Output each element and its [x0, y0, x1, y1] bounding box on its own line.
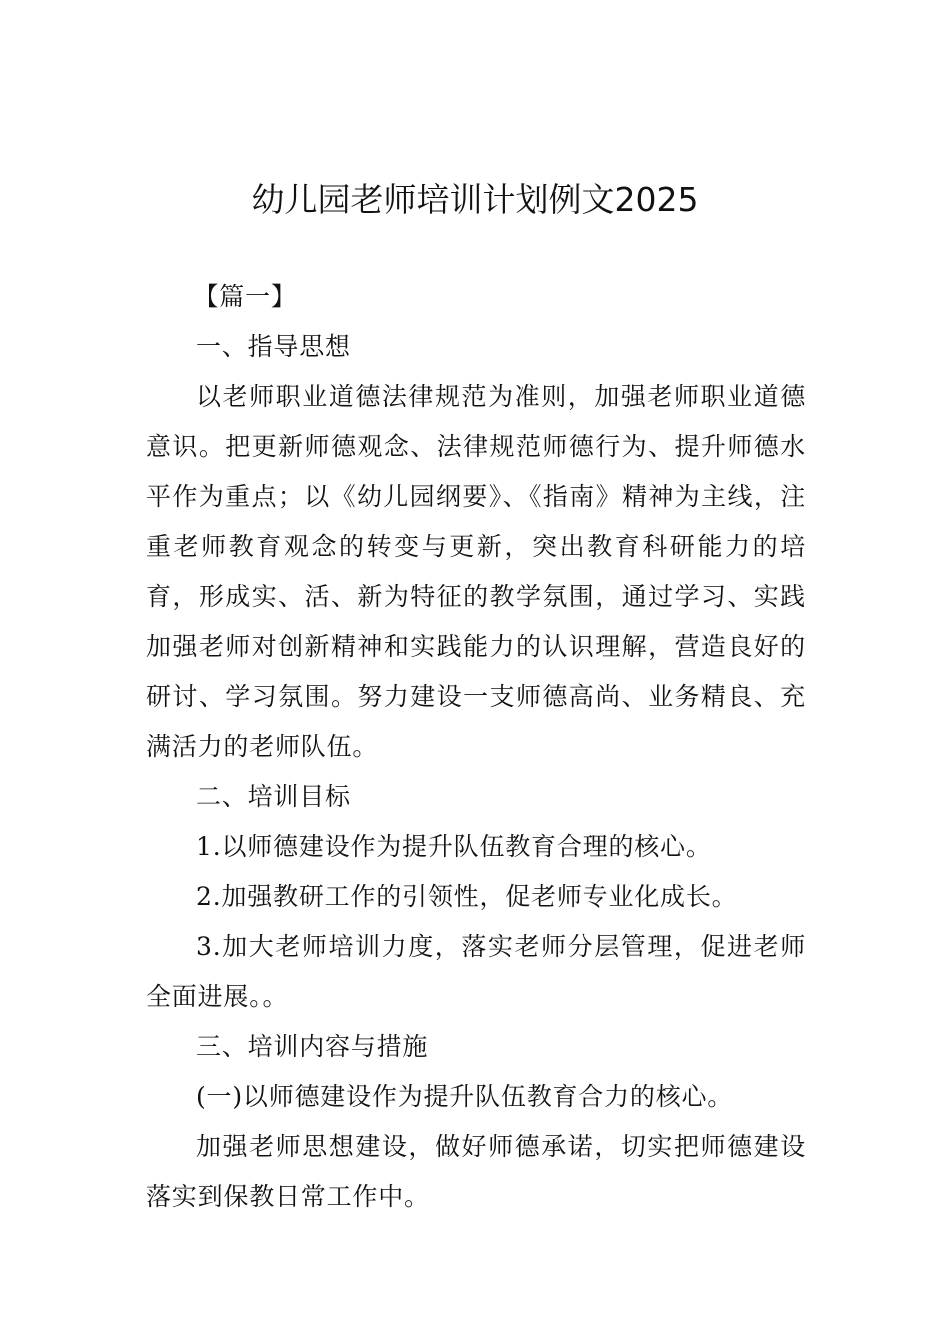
goal-item-3: 3.加大老师培训力度，落实老师分层管理，促进老师全面进展。。 — [146, 932, 806, 1011]
document-title: 幼儿园老师培训计划例文2025 — [251, 180, 699, 219]
heading-guiding-ideology: 一、指导思想 — [196, 332, 351, 361]
goal-item-1: 1.以师德建设作为提升队伍教育合理的核心。 — [196, 832, 712, 861]
section-label: 【篇一】 — [193, 282, 297, 311]
subheading-ethics: (一)以师德建设作为提升队伍教育合力的核心。 — [196, 1082, 734, 1111]
goal-item-2: 2.加强教研工作的引领性，促老师专业化成长。 — [196, 882, 738, 911]
paragraph-guiding-ideology: 以老师职业道德法律规范为准则，加强老师职业道德意识。把更新师德观念、法律规范师德行为、提升师德水平作为重点；以《幼儿园纲要》、《指南》精神为主线，注重老师教育观念的转变与更新，突出教育科研能力的培育，形成实、活、新为特征的教学氛围，通过学习、实践加强老师对创新精神和实践能力的认识理解，营造良好的研讨、学习氛围。努力建设一支师德高尚、业务精良、充满活力的老师队伍。 — [146, 382, 806, 761]
heading-training-goals: 二、培训目标 — [196, 782, 351, 811]
heading-content-measures: 三、培训内容与措施 — [196, 1032, 429, 1061]
paragraph-ethics: 加强老师思想建设，做好师德承诺，切实把师德建设落实到保教日常工作中。 — [146, 1132, 806, 1211]
document-body — [146, 272, 806, 1222]
